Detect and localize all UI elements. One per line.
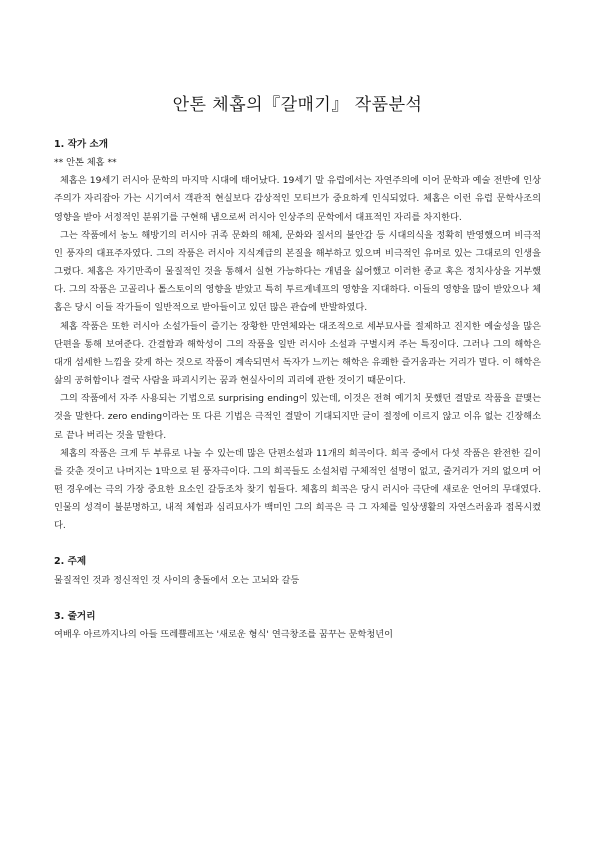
paragraph: 체홉의 작품은 크게 두 부류로 나눌 수 있는데 많은 단편소설과 11개의 희곡이다. 희곡 중에서 다섯 작품은 완전한 길이를 갖춘 것이고 나머지는 1막으로 된 풍자극이다. 그의 희곡들도 소설처럼 구체적인 설명이 없고, 줄거리가 거의 없으며 어떤 경우에는 극의 가장 중요한 요소인 갈등조차 찾기 힘들다. 체홉의 희곡은 당시 러시아 극단에 새로운 언어의 무대였다. 인물의 성격이 불분명하고, 내적 체험과 심리묘사가 백미인 그의 희곡은 극 그 자체를 일상생활의 자연스러움과 접목시켰다.: [54, 447, 541, 532]
section-text: 물질적인 것과 정신적인 것 사이의 충돌에서 오는 고뇌와 갈등: [54, 574, 300, 586]
paragraph: 그는 작품에서 농노 해방기의 러시아 귀족 문화의 해체, 문화와 질서의 불안감 등 시대의식을 정확히 반영했으며 비극적인 풍자의 대표주자였다. 그의 작품은 러시아 지식계급의 본질을 해부하고 있으며 비극적인 유머로 있는 그대로의 인생을 그렸다. 체홉은 자기만족이 물질적인 것을 통해서 실현 가능하다는 개념을 싫어했고 이러한 종교 혹은 정치사상을 거부했다. 그의 작품은 고골리나 톨스토이의 영향을 받았고 특히 투르게네프의 영향을 지대하다. 이들의 영향을 많이 받았으나 체홉은 당시 이들 작가들이 일반적으로 받아들이고 있던 많은 관습에 반발하였다.: [54, 229, 541, 314]
section-heading: 3. 줄거리: [54, 610, 96, 622]
spacer: [54, 590, 541, 608]
paragraph: 체홉 작품은 또한 러시아 소설가들이 즐기는 장황한 만연체와는 대조적으로 세부묘사를 절제하고 진지한 예술성을 많은 단편을 통해 보여준다. 간결함과 해학성이 그의 작품을 일반 러시아 소설과 구별시켜 주는 특징이다. 그러나 그의 해학은 대개 섬세한 느낌을 갖게 하는 것으로 작품이 계속되면서 독자가 느끼는 해학은 유쾌한 즐거움과는 거리가 멀다. 이 해학은 삶의 공허함이나 결국 사람을 파괴시키는 꿈과 현실사이의 괴리에 관한 것이기 때문이다.: [54, 320, 541, 387]
section-plot: [54, 608, 541, 644]
section-text: 여배우 아르까지나의 아들 뜨레쁠레프는 '새로운 형식' 연극창조를 꿈꾸는 문학청년이: [54, 628, 394, 640]
section-author: [54, 136, 541, 535]
section-heading: 2. 주제: [54, 556, 87, 568]
section-theme: [54, 553, 541, 589]
section-subheading: ** 안톤 체홉 **: [54, 157, 117, 169]
document-title: 안톤 체홉의『갈매기』 작품분석: [172, 95, 423, 115]
paragraph: 그의 작품에서 자주 사용되는 기법으로 surprising ending이 있는데, 이것은 전혀 예기치 못했던 결말로 작품을 끝맺는 것을 말한다. zero ending이라는 또 다른 기법은 극적인 결말이 기대되지만 글이 절정에 이르지 않고 이유 없는 긴장해소로 끝나 버리는 것을 말한다.: [54, 393, 541, 441]
document-body: [54, 136, 541, 644]
paragraph: 체홉은 19세기 러시아 문학의 마지막 시대에 태어났다. 19세기 말 유럽에서는 자연주의에 이어 문학과 예술 전반에 인상주의가 자리잡아 가는 시기여서 객관적 현실보다 감상적인 모티브가 중요하게 인식되었다. 체홉은 이런 유럽 문학사조의 영향을 받아 서정적인 분위기를 구현해 냄으로써 러시아 인상주의 문학에서 대표적인 자리를 차지한다.: [54, 175, 541, 223]
spacer: [54, 535, 541, 553]
section-heading: 1. 작가 소개: [54, 139, 109, 150]
